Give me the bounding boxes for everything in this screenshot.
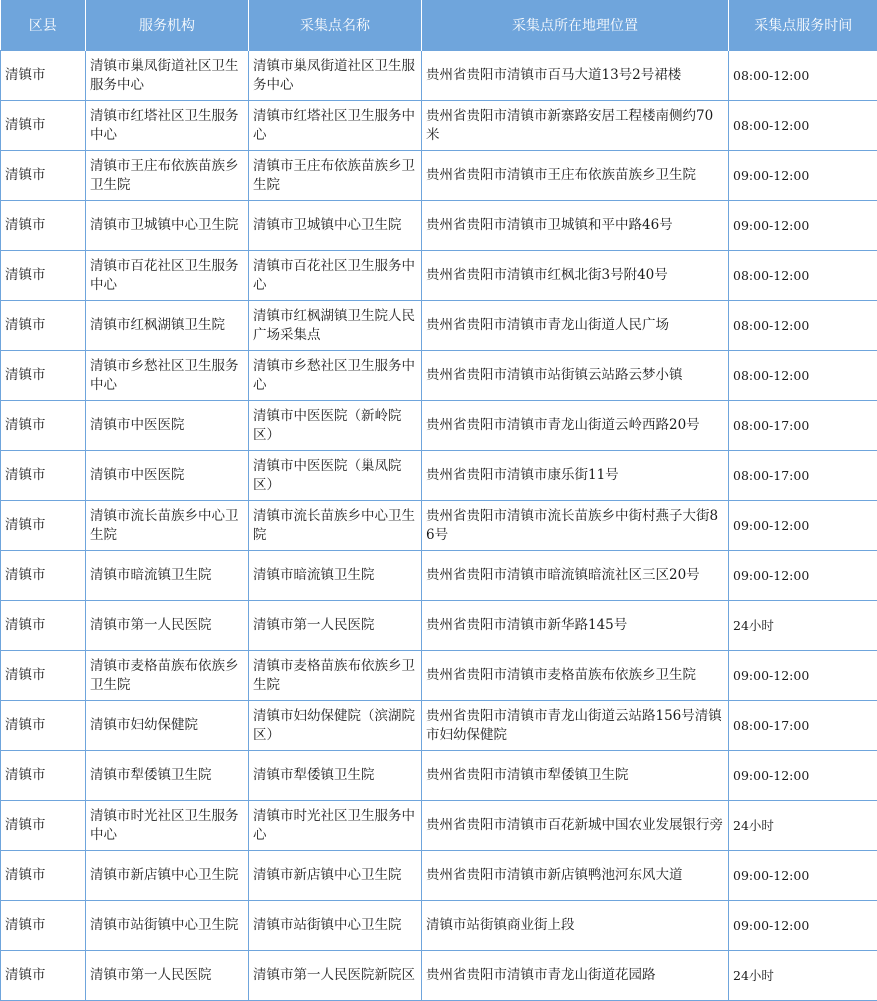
cell-site-name: 清镇市王庄布依族苗族乡卫生院 xyxy=(249,151,422,201)
cell-hours: 08:00-17:00 xyxy=(729,701,877,751)
header-row xyxy=(1,0,877,51)
table-row xyxy=(1,651,877,701)
cell-county: 清镇市 xyxy=(1,351,86,401)
cell-location: 贵州省贵阳市清镇市流长苗族乡中街村燕子大街86号 xyxy=(422,501,729,551)
cell-location: 贵州省贵阳市清镇市红枫北街3号附40号 xyxy=(422,251,729,301)
cell-location: 贵州省贵阳市清镇市青龙山街道云站路156号清镇市妇幼保健院 xyxy=(422,701,729,751)
cell-institution: 清镇市时光社区卫生服务中心 xyxy=(86,801,249,851)
cell-site-name: 清镇市暗流镇卫生院 xyxy=(249,551,422,601)
cell-location: 贵州省贵阳市清镇市卫城镇和平中路46号 xyxy=(422,201,729,251)
cell-location: 贵州省贵阳市清镇市新华路145号 xyxy=(422,601,729,651)
cell-location: 贵州省贵阳市清镇市站街镇云站路云梦小镇 xyxy=(422,351,729,401)
cell-institution: 清镇市第一人民医院 xyxy=(86,951,249,1001)
table-row xyxy=(1,801,877,851)
cell-site-name: 清镇市麦格苗族布依族乡卫生院 xyxy=(249,651,422,701)
cell-institution: 清镇市麦格苗族布依族乡卫生院 xyxy=(86,651,249,701)
cell-hours: 09:00-12:00 xyxy=(729,651,877,701)
cell-hours: 08:00-12:00 xyxy=(729,101,877,151)
cell-location: 贵州省贵阳市清镇市新寨路安居工程楼南侧约70米 xyxy=(422,101,729,151)
cell-hours: 09:00-12:00 xyxy=(729,201,877,251)
table-row xyxy=(1,151,877,201)
cell-hours: 09:00-12:00 xyxy=(729,751,877,801)
cell-county: 清镇市 xyxy=(1,101,86,151)
cell-hours: 08:00-17:00 xyxy=(729,451,877,501)
cell-location: 贵州省贵阳市清镇市百马大道13号2号裙楼 xyxy=(422,51,729,101)
cell-county: 清镇市 xyxy=(1,701,86,751)
cell-site-name: 清镇市站街镇中心卫生院 xyxy=(249,901,422,951)
cell-institution: 清镇市第一人民医院 xyxy=(86,601,249,651)
cell-hours: 24小时 xyxy=(729,951,877,1001)
table-row xyxy=(1,251,877,301)
cell-county: 清镇市 xyxy=(1,501,86,551)
cell-county: 清镇市 xyxy=(1,51,86,101)
cell-institution: 清镇市卫城镇中心卫生院 xyxy=(86,201,249,251)
cell-site-name: 清镇市乡愁社区卫生服务中心 xyxy=(249,351,422,401)
table-row xyxy=(1,451,877,501)
cell-hours: 09:00-12:00 xyxy=(729,501,877,551)
cell-institution: 清镇市巢凤街道社区卫生服务中心 xyxy=(86,51,249,101)
table-row xyxy=(1,201,877,251)
cell-site-name: 清镇市中医医院（新岭院区） xyxy=(249,401,422,451)
cell-site-name: 清镇市流长苗族乡中心卫生院 xyxy=(249,501,422,551)
table-row xyxy=(1,951,877,1001)
cell-location: 贵州省贵阳市清镇市暗流镇暗流社区三区20号 xyxy=(422,551,729,601)
cell-institution: 清镇市犁倭镇卫生院 xyxy=(86,751,249,801)
cell-hours: 08:00-12:00 xyxy=(729,301,877,351)
table-body xyxy=(1,51,877,1001)
cell-site-name: 清镇市犁倭镇卫生院 xyxy=(249,751,422,801)
cell-institution: 清镇市中医医院 xyxy=(86,451,249,501)
cell-hours: 08:00-12:00 xyxy=(729,51,877,101)
header-site-name: 采集点名称 xyxy=(249,0,422,51)
cell-institution: 清镇市新店镇中心卫生院 xyxy=(86,851,249,901)
cell-site-name: 清镇市中医医院（巢凤院区） xyxy=(249,451,422,501)
cell-institution: 清镇市红枫湖镇卫生院 xyxy=(86,301,249,351)
cell-institution: 清镇市妇幼保健院 xyxy=(86,701,249,751)
table-row xyxy=(1,351,877,401)
cell-hours: 24小时 xyxy=(729,601,877,651)
cell-hours: 09:00-12:00 xyxy=(729,901,877,951)
cell-county: 清镇市 xyxy=(1,401,86,451)
cell-institution: 清镇市红塔社区卫生服务中心 xyxy=(86,101,249,151)
cell-institution: 清镇市站街镇中心卫生院 xyxy=(86,901,249,951)
table-header xyxy=(1,0,877,51)
cell-site-name: 清镇市红枫湖镇卫生院人民广场采集点 xyxy=(249,301,422,351)
header-location: 采集点所在地理位置 xyxy=(422,0,729,51)
cell-location: 贵州省贵阳市清镇市百花新城中国农业发展银行旁 xyxy=(422,801,729,851)
cell-county: 清镇市 xyxy=(1,551,86,601)
cell-location: 贵州省贵阳市清镇市青龙山街道云岭西路20号 xyxy=(422,401,729,451)
cell-site-name: 清镇市第一人民医院 xyxy=(249,601,422,651)
table-row xyxy=(1,51,877,101)
cell-hours: 08:00-17:00 xyxy=(729,401,877,451)
cell-hours: 09:00-12:00 xyxy=(729,151,877,201)
cell-hours: 09:00-12:00 xyxy=(729,851,877,901)
table-row xyxy=(1,301,877,351)
table-row xyxy=(1,601,877,651)
cell-county: 清镇市 xyxy=(1,801,86,851)
cell-county: 清镇市 xyxy=(1,851,86,901)
cell-site-name: 清镇市卫城镇中心卫生院 xyxy=(249,201,422,251)
cell-county: 清镇市 xyxy=(1,751,86,801)
cell-location: 贵州省贵阳市清镇市青龙山街道花园路 xyxy=(422,951,729,1001)
cell-site-name: 清镇市百花社区卫生服务中心 xyxy=(249,251,422,301)
table-row xyxy=(1,551,877,601)
cell-county: 清镇市 xyxy=(1,901,86,951)
cell-institution: 清镇市百花社区卫生服务中心 xyxy=(86,251,249,301)
cell-hours: 08:00-12:00 xyxy=(729,351,877,401)
header-county: 区县 xyxy=(1,0,86,51)
cell-county: 清镇市 xyxy=(1,601,86,651)
table-row xyxy=(1,851,877,901)
cell-institution: 清镇市流长苗族乡中心卫生院 xyxy=(86,501,249,551)
cell-location: 贵州省贵阳市清镇市青龙山街道人民广场 xyxy=(422,301,729,351)
cell-location: 贵州省贵阳市清镇市犁倭镇卫生院 xyxy=(422,751,729,801)
cell-county: 清镇市 xyxy=(1,451,86,501)
cell-institution: 清镇市中医医院 xyxy=(86,401,249,451)
cell-county: 清镇市 xyxy=(1,251,86,301)
cell-location: 贵州省贵阳市清镇市王庄布依族苗族乡卫生院 xyxy=(422,151,729,201)
cell-hours: 24小时 xyxy=(729,801,877,851)
table-row xyxy=(1,101,877,151)
cell-county: 清镇市 xyxy=(1,201,86,251)
table-row xyxy=(1,401,877,451)
cell-location: 贵州省贵阳市清镇市康乐街11号 xyxy=(422,451,729,501)
cell-county: 清镇市 xyxy=(1,151,86,201)
table-row xyxy=(1,901,877,951)
cell-location: 贵州省贵阳市清镇市新店镇鸭池河东风大道 xyxy=(422,851,729,901)
cell-site-name: 清镇市巢凤街道社区卫生服务中心 xyxy=(249,51,422,101)
cell-hours: 09:00-12:00 xyxy=(729,551,877,601)
cell-hours: 08:00-12:00 xyxy=(729,251,877,301)
cell-county: 清镇市 xyxy=(1,651,86,701)
cell-site-name: 清镇市妇幼保健院（滨湖院区） xyxy=(249,701,422,751)
cell-site-name: 清镇市第一人民医院新院区 xyxy=(249,951,422,1001)
cell-location: 贵州省贵阳市清镇市麦格苗族布依族乡卫生院 xyxy=(422,651,729,701)
cell-county: 清镇市 xyxy=(1,951,86,1001)
cell-location: 清镇市站街镇商业街上段 xyxy=(422,901,729,951)
cell-site-name: 清镇市红塔社区卫生服务中心 xyxy=(249,101,422,151)
table-row xyxy=(1,701,877,751)
table-row xyxy=(1,751,877,801)
cell-county: 清镇市 xyxy=(1,301,86,351)
table-row xyxy=(1,501,877,551)
cell-institution: 清镇市乡愁社区卫生服务中心 xyxy=(86,351,249,401)
header-hours: 采集点服务时间 xyxy=(729,0,877,51)
cell-institution: 清镇市暗流镇卫生院 xyxy=(86,551,249,601)
cell-institution: 清镇市王庄布依族苗族乡卫生院 xyxy=(86,151,249,201)
cell-site-name: 清镇市新店镇中心卫生院 xyxy=(249,851,422,901)
header-institution: 服务机构 xyxy=(86,0,249,51)
cell-site-name: 清镇市时光社区卫生服务中心 xyxy=(249,801,422,851)
